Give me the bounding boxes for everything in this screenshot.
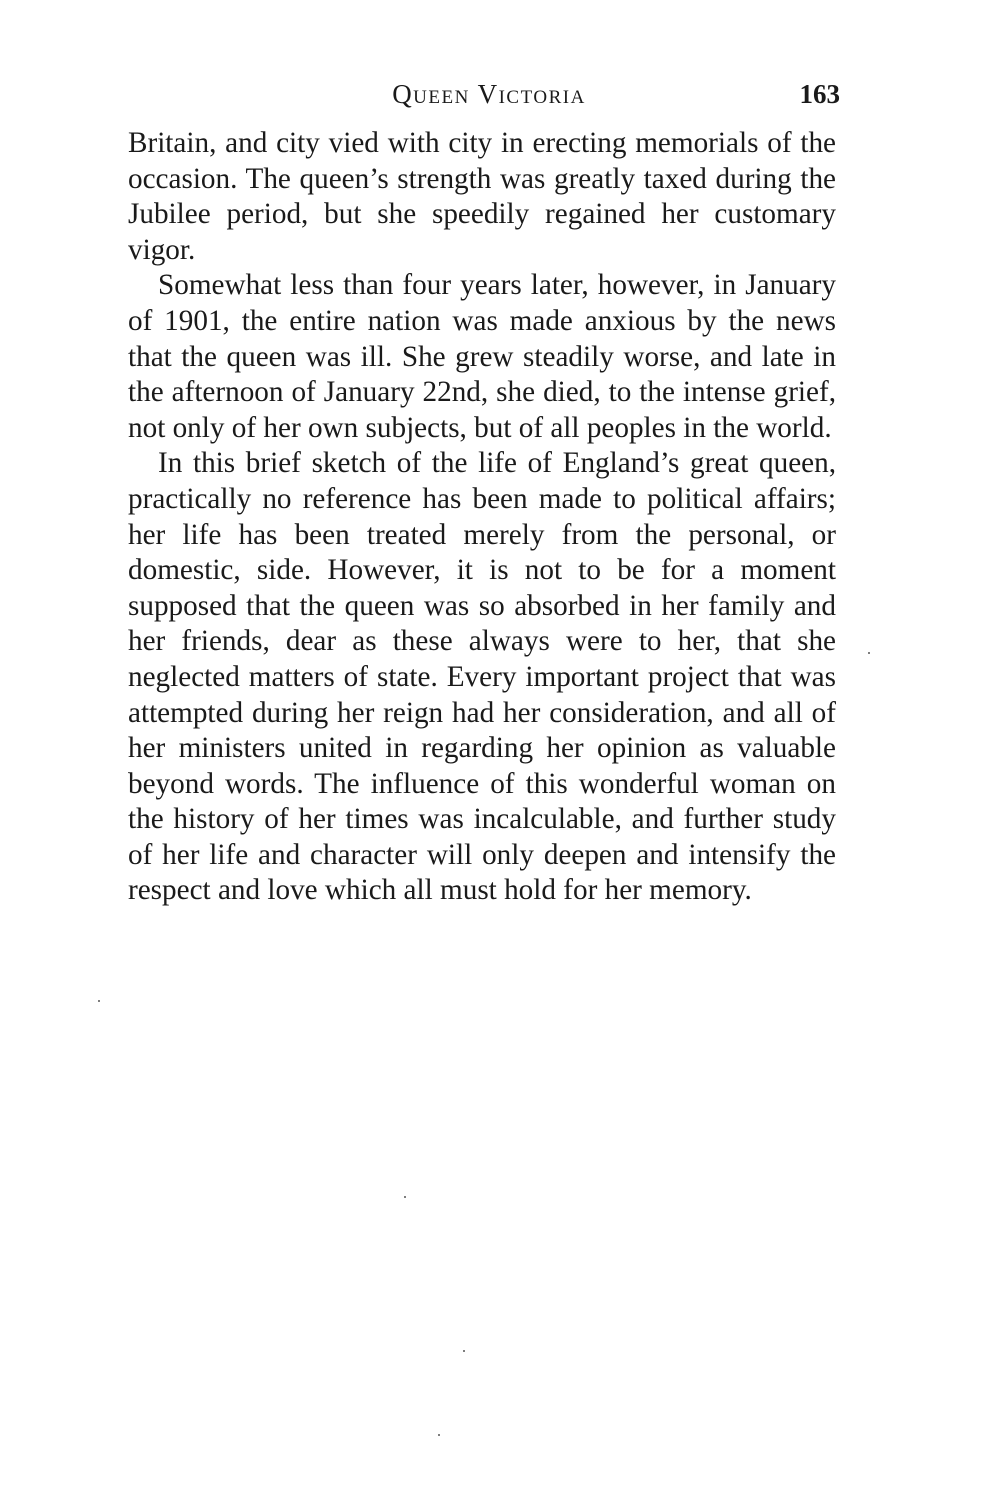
running-head xyxy=(128,74,840,114)
running-title: Queen Victoria xyxy=(392,79,586,109)
paragraph: Somewhat less than four years later, however, in January of 1901, the entire nation was made anxious by the news that the queen was ill. She grew steadily worse, and late in the afternoon of January 22nd, she died, to the intense grief, not only of her own subjects, but of all peoples in the world. xyxy=(128,269,836,444)
scan-speck xyxy=(438,1434,440,1436)
paragraph: In this brief sketch of the life of England’s great queen, practically no reference has been made to political affairs; her life has been treated merely from the personal, or domestic, side. However, it is not to be for a moment supposed that the queen was so absorbed in her family and her friends, dear as these always were to her, that she neglected matters of state. Every important project that was attempted during her reign had her consideration, and all of her ministers united in regarding her opinion as valuable beyond words. The influence of this wonderful woman on the history of her times was incalculable, and further study of her life and character will only deepen and intensify the respect and love which all must hold for her memory. xyxy=(128,447,836,907)
scan-speck xyxy=(868,652,870,654)
page-number: 163 xyxy=(799,79,840,109)
scan-speck xyxy=(404,1196,406,1198)
paragraph-continued: Britain, and city vied with city in erecting memorials of the occasion. The queen’s strength was greatly taxed during the Jubilee period, but she speedily regained her customary vigor. xyxy=(128,127,836,266)
scan-speck xyxy=(463,1350,465,1352)
body-text xyxy=(128,126,836,909)
scan-speck xyxy=(98,1000,100,1002)
